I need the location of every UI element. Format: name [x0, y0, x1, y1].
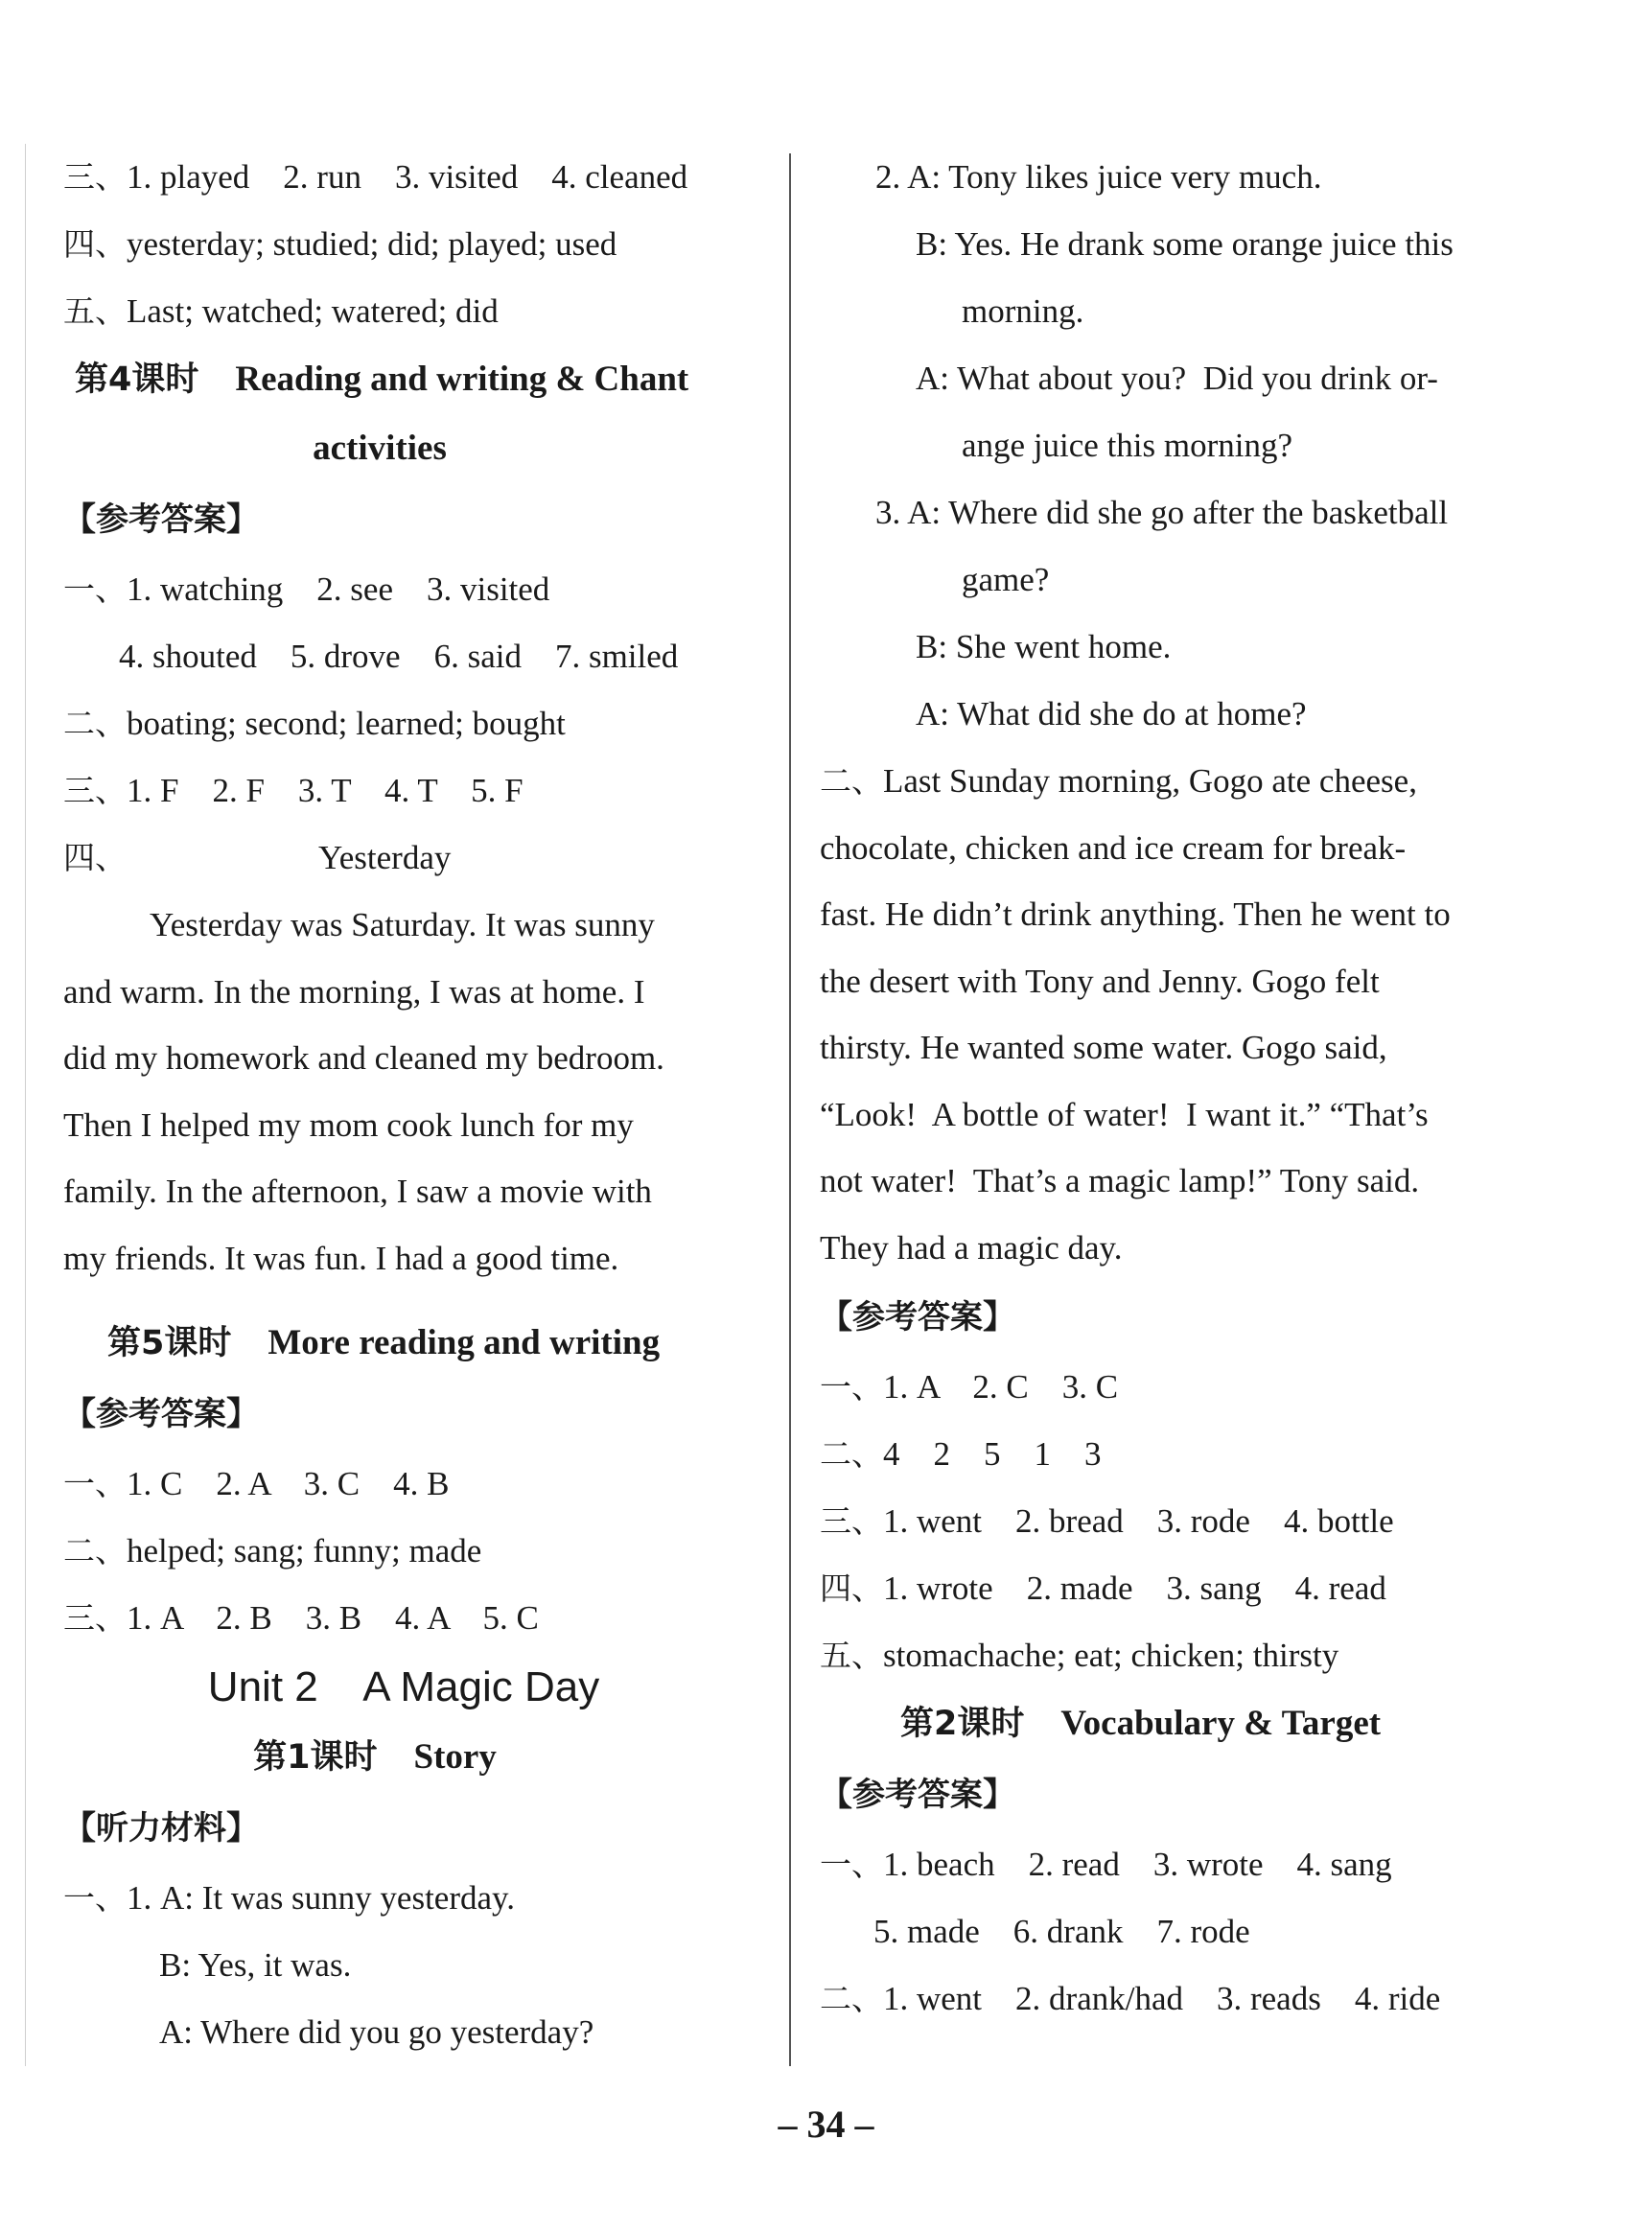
answer-line: 二、1. went 2. drank/had 3. reads 4. ride — [820, 1980, 1441, 2017]
answer-line: 四、 Yesterday — [63, 839, 452, 876]
lesson-heading: 第4课时 Reading and writing & Chant — [75, 360, 689, 399]
answer-line: 一、1. C 2. A 3. C 4. B — [63, 1465, 450, 1502]
story-line: 二、Last Sunday morning, Gogo ate cheese, — [820, 762, 1417, 800]
answer-line: 一、1. watching 2. see 3. visited — [63, 570, 550, 608]
essay-line: Yesterday was Saturday. It was sunny — [150, 906, 655, 943]
essay — [63, 892, 773, 1291]
column-divider — [789, 153, 791, 2066]
story-line: the desert with Tony and Jenny. Gogo felt — [820, 962, 1380, 1000]
answer-line: 三、1. played 2. run 3. visited 4. cleaned — [63, 158, 688, 196]
page-number: – 34 – — [778, 2103, 874, 2146]
dialogue-line: B: Yes, it was. — [159, 1946, 352, 1984]
story-line: fast. He didn’t drink anything. Then he went to — [820, 895, 1451, 933]
dialogue-line: morning. — [962, 292, 1084, 330]
essay-line: did my homework and cleaned my bedroom. — [63, 1039, 664, 1077]
answers-label: 【参考答案】 — [63, 500, 259, 539]
answer-line: 一、1. A 2. C 3. C — [820, 1368, 1119, 1406]
dialogue-line: ange juice this morning? — [962, 427, 1293, 464]
story-line: “Look! A bottle of water! I want it.” “That’s — [820, 1095, 1429, 1133]
gutter-line — [25, 144, 26, 2066]
dialogue-line: 2. A: Tony likes juice very much. — [875, 158, 1322, 196]
answer-line: 三、1. A 2. B 3. B 4. A 5. C — [63, 1599, 539, 1637]
answers-label: 【参考答案】 — [820, 1298, 1015, 1337]
answer-line: 四、1. wrote 2. made 3. sang 4. read — [820, 1569, 1386, 1607]
dialogue-line: A: Where did you go yesterday? — [159, 2013, 594, 2051]
story-line: not water! That’s a magic lamp!” Tony said. — [820, 1162, 1420, 1199]
answer-line: 5. made 6. drank 7. rode — [873, 1913, 1250, 1950]
left-column — [63, 144, 773, 2066]
story-line: They had a magic day. — [820, 1228, 1123, 1267]
essay-line: my friends. It was fun. I had a good time. — [63, 1239, 619, 1277]
lesson-heading-cont: activities — [313, 429, 447, 468]
answer-line: 三、1. F 2. F 3. T 4. T 5. F — [63, 772, 524, 809]
answer-line: 4. shouted 5. drove 6. said 7. smiled — [119, 638, 679, 675]
answer-line: 一、1. beach 2. read 3. wrote 4. sang — [820, 1846, 1392, 1883]
listening-label: 【听力材料】 — [63, 1809, 259, 1848]
answer-line: 二、helped; sang; funny; made — [63, 1532, 482, 1569]
right-column — [820, 144, 1520, 2033]
story — [820, 748, 1520, 1281]
essay-line: Then I helped my mom cook lunch for my — [63, 1105, 634, 1144]
answer-line: 二、boating; second; learned; bought — [63, 705, 566, 742]
dialogue-line: B: Yes. He drank some orange juice this — [916, 225, 1454, 263]
lesson-heading: 第1课时 Story — [253, 1737, 497, 1777]
dialogue-line: B: She went home. — [916, 628, 1172, 665]
story-line: chocolate, chicken and ice cream for break- — [820, 828, 1407, 867]
dialogue-line: 一、1. A: It was sunny yesterday. — [63, 1879, 516, 1917]
essay-line: family. In the afternoon, I saw a movie with — [63, 1173, 652, 1210]
dialogue-line: A: What did she do at home? — [916, 695, 1307, 732]
answer-line: 四、yesterday; studied; did; played; used — [63, 225, 617, 263]
answers-label: 【参考答案】 — [820, 1776, 1015, 1814]
lesson-heading: 第2课时 Vocabulary & Target — [900, 1704, 1382, 1743]
answer-line: 五、stomachache; eat; chicken; thirsty — [820, 1637, 1339, 1674]
essay-line: and warm. In the morning, I was at home. I — [63, 972, 645, 1011]
answer-line: 五、Last; watched; watered; did — [63, 292, 499, 330]
unit-title: Unit 2 A Magic Day — [207, 1663, 600, 1710]
dialogue-line: game? — [962, 561, 1050, 598]
story-line: thirsty. He wanted some water. Gogo said, — [820, 1029, 1387, 1066]
answer-line: 三、1. went 2. bread 3. rode 4. bottle — [820, 1502, 1394, 1540]
dialogue-line: A: What about you? Did you drink or- — [916, 360, 1438, 397]
essay-title: Yesterday — [318, 839, 452, 876]
answers-label: 【参考答案】 — [63, 1395, 259, 1433]
lesson-heading: 第5课时 More reading and writing — [107, 1323, 661, 1362]
dialogue-line: 3. A: Where did she go after the basketball — [875, 494, 1449, 531]
answer-line: 二、4 2 5 1 3 — [820, 1435, 1102, 1473]
